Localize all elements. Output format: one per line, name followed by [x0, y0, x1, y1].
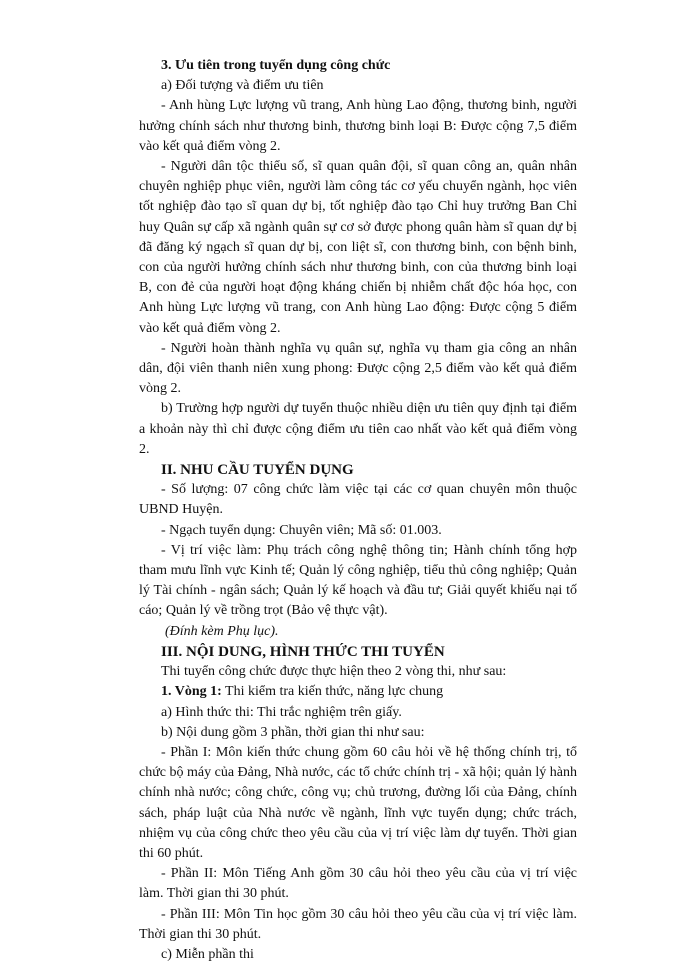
- paragraph: - Phần II: Môn Tiếng Anh gồm 30 câu hỏi theo yêu cầu của vị trí việc làm. Thời gian thi 30 phút.: [139, 866, 577, 902]
- paragraph: - Vị trí việc làm: Phụ trách công nghệ thông tin; Hành chính tổng hợp tham mưu lĩnh vực Kinh tế; Quản lý công nghiệp, tiểu thủ công nghiệp; Quản lý Tài chính - ngân sách; Quản lý kế hoạch và đầu tư; Giải quyết khiếu nại tố cáo; Quản lý về trồng trọt (Bảo vệ thực vật).: [139, 542, 577, 619]
- section-heading-priority: 3. Ưu tiên trong tuyển dụng công chức: [161, 58, 391, 73]
- paragraph: - Phần III: Môn Tin học gồm 30 câu hỏi theo yêu cầu của vị trí việc làm. Thời gian thi 30 phút.: [139, 906, 577, 942]
- paragraph: - Số lượng: 07 công chức làm việc tại các cơ quan chuyên môn thuộc UBND Huyện.: [139, 482, 577, 518]
- document-body: [139, 56, 577, 965]
- paragraph: - Ngạch tuyển dụng: Chuyên viên; Mã số: 01.003.: [161, 522, 442, 538]
- paragraph: a) Đối tượng và điểm ưu tiên: [161, 78, 324, 94]
- round1-label: 1. Vòng 1:: [161, 684, 222, 700]
- paragraph: - Người hoàn thành nghĩa vụ quân sự, nghĩa vụ tham gia công an nhân dân, đội viên thanh niên xung phong: Được cộng 2,5 điểm vào kết quả điểm vòng 2.: [139, 340, 577, 397]
- paragraph: a) Hình thức thi: Thi trắc nghiệm trên giấy.: [161, 704, 402, 720]
- paragraph: - Anh hùng Lực lượng vũ trang, Anh hùng Lao động, thương binh, người hưởng chính sách như thương binh, thương binh loại B: Được cộng 7,5 điểm vào kết quả điểm vòng 2.: [139, 98, 577, 154]
- section-heading-recruitment-needs: II. NHU CẦU TUYỂN DỤNG: [161, 462, 354, 479]
- paragraph: - Người dân tộc thiểu số, sĩ quan quân đội, sĩ quan công an, quân nhân chuyên nghiệp phục viên, người làm công tác cơ yếu chuyển ngành, học viên tốt nghiệp đào tạo sĩ quan dự bị, tốt nghiệp đào tạo Chỉ huy trưởng Ban Chỉ huy Quân sự cấp xã ngành quân sự cơ sở được phong quân hàm sĩ quan dự bị đã đăng ký ngạch sĩ quan dự bị, con liệt sĩ, con thương binh, con bệnh binh, con của người hưởng chính sách như thương binh, con của thương binh loại B, con đẻ của người hoạt động kháng chiến bị nhiễm chất độc hóa học, con Anh hùng Lực lượng vũ trang, con Anh hùng Lao động: Được cộng 5 điểm vào kết quả điểm vòng 2.: [139, 159, 577, 336]
- paragraph: Thi tuyển công chức được thực hiện theo 2 vòng thi, như sau:: [161, 664, 507, 680]
- section-heading-exam-content: III. NỘI DUNG, HÌNH THỨC THI TUYỂN: [161, 643, 445, 660]
- paragraph: b) Trường hợp người dự tuyển thuộc nhiều diện ưu tiên quy định tại điểm a khoản này thì chỉ được cộng điểm ưu tiên cao nhất vào kết quả điểm vòng 2.: [139, 401, 577, 457]
- paragraph: c) Miễn phần thi: [161, 946, 254, 962]
- round1-line: [139, 682, 577, 702]
- appendix-note: (Đính kèm Phụ lục).: [165, 623, 279, 639]
- paragraph: - Phần I: Môn kiến thức chung gồm 60 câu hỏi về hệ thống chính trị, tổ chức bộ máy của Đảng, Nhà nước, các tổ chức chính trị - xã hội; quản lý hành chính nhà nước; công chức, công vụ; chủ trương, đường lối của Đảng, chính sách, pháp luật của Nhà nước về ngành, lĩnh vực tuyển dụng; chức trách, nhiệm vụ của công chức theo yêu cầu của vị trí việc làm dự tuyển. Thời gian thi 60 phút.: [139, 744, 577, 861]
- round1-text: Thi kiểm tra kiến thức, năng lực chung: [221, 684, 444, 700]
- paragraph: b) Nội dung gồm 3 phần, thời gian thi như sau:: [161, 724, 425, 740]
